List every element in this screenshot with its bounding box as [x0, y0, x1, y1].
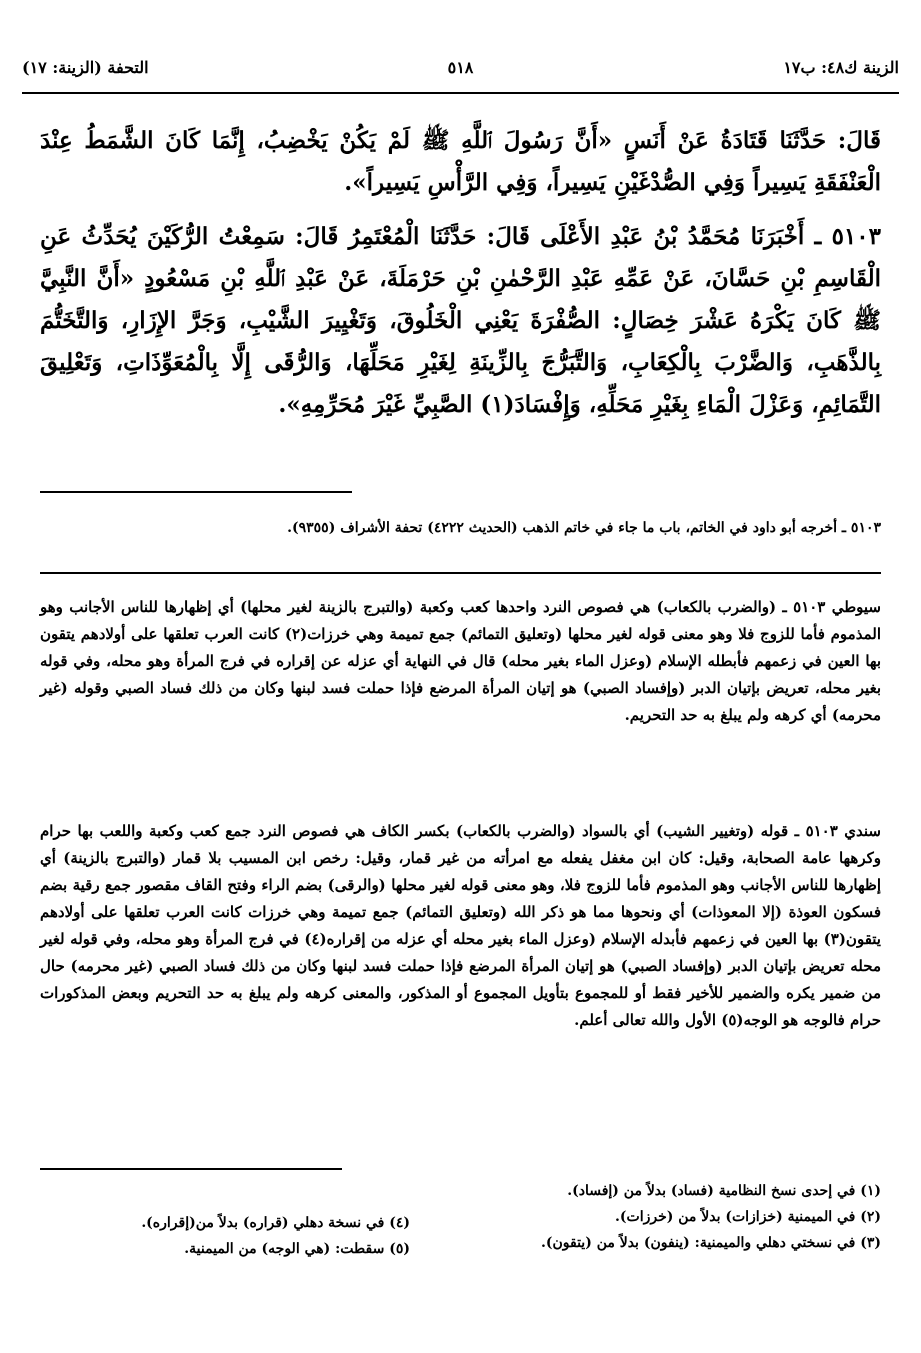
page-number: ٥١٨	[447, 58, 474, 77]
hadith-paragraph-5103: ٥١٠٣ ـ أَخْبَرَنَا مُحَمَّدُ بْنُ عَبْدِ الأَعْلَى قَالَ: حَدَّثَنَا الْمُعْتَمِرُ قَالَ: سَمِعْتُ الرُّكَيْنَ يُحَدِّثُ عَنِ الْقَاسِمِ بْنِ حَسَّانَ، عَنْ عَمِّهِ عَبْدِ الرَّحْمٰنِ بْنِ حَرْمَلَةَ، عَنْ عَبْدِ ٱللَّهِ بْنِ مَسْعُودٍ «أَنَّ النَّبِيَّ ﷺ كَانَ يَكْرَهُ عَشْرَ خِصَالٍ: الصُّفْرَةَ يَعْنِي الْخَلُوقَ، وَتَغْيِيرَ الشَّيْبِ، وَجَرَّ الإِزَارِ، وَالتَّخَتُّمَ بِالذَّهَبِ، وَالضَّرْبَ بِالْكِعَابِ، وَالتَّبَرُّجَ بِالزِّينَةِ لِغَيْرِ مَحَلِّهَا، وَالرُّقَى إِلَّا بِالْمُعَوِّذَاتِ، وَتَعْلِيقَ التَّمَائِمِ، وَعَزْلَ الْمَاءِ بِغَيْرِ مَحَلِّهِ، وَإِفْسَادَ(١) الصَّبِيِّ غَيْرَ مُحَرِّمِهِ».	[40, 223, 881, 418]
footnotes-column-right	[461, 1178, 881, 1256]
suyuti-label: سيوطي	[831, 598, 881, 616]
footnote-5: (٥) سقطت: (هي الوجه) من الميمنية.	[184, 1241, 410, 1257]
footnotes-column-left	[80, 1210, 410, 1262]
header-divider	[22, 92, 899, 94]
takhrij-note: ٥١٠٣ ـ أخرجه أبو داود في الخاتم، باب ما جاء في خاتم الذهب (الحديث ٤٢٢٢) تحفة الأشراف (٩٣٥٥).	[287, 520, 881, 536]
footnote-3: (٣) في نسختي دهلي والميمنية: (ينفون) بدلاً من (يتقون).	[540, 1235, 881, 1251]
sindi-label: سندي	[844, 822, 881, 840]
footnote-2: (٢) في الميمنية (خزازات) بدلاً من (خرزات).	[615, 1209, 881, 1225]
footnote-4: (٤) في نسخة دهلي (قراره) بدلاً من(إقراره).	[141, 1215, 410, 1231]
takhrij-divider	[40, 491, 352, 493]
footnotes	[40, 1178, 881, 1288]
sindi-commentary	[40, 818, 881, 1034]
suyuti-commentary	[40, 594, 881, 729]
header-book-reference: الزينة ك٤٨: ب١٧	[783, 58, 899, 77]
page-header	[22, 58, 899, 88]
hadith-paragraph-continuation: قَالَ: حَدَّثَنَا قَتَادَةُ عَنْ أَنَسٍ «أَنَّ رَسُولَ ٱللَّهِ ﷺ لَمْ يَكُنْ يَخْضِبُ، إِنَّمَا كَانَ الشَّمَطُ عِنْدَ الْعَنْفَقَةِ يَسِيراً وَفِي الصُّدْغَيْنِ يَسِيراً، وَفِي الرَّأْسِ يَسِيراً».	[40, 127, 881, 196]
header-tuhfa-reference: التحفة (الزينة: ١٧)	[22, 58, 149, 77]
commentary-divider	[40, 572, 881, 574]
footnotes-divider	[40, 1168, 342, 1170]
sindi-text: ٥١٠٣ ـ قوله (وتغيير الشيب) أي بالسواد (والضرب بالكعاب) بكسر الكاف هي فصوص النرد جمع كعب وكعبة واللعب بها حرام وكرهها عامة الصحابة، وقيل: كان ابن مغفل يفعله مع امرأته من غير قمار، وقيل: رخص ابن المسيب بلا قمار (والتبرج بالزينة) أي إظهارها للناس الأجانب وهو المذموم فأما للزوج فلا، وهو معنى قوله لغير محلها (والرقى) بضم الراء وفتح القاف مقصور جمع رقية بضم فسكون العوذة (إلا المعوذات) أي ونحوها مما هو ذكر الله (وتعليق التمائم) جمع تميمة وهي خرزات كانت العرب تعلقها على أولادهم يتقون(٣) بها العين في زعمهم فأبدله الإسلام (وعزل الماء بغير محله أي عزله من إقراره(٤) في فرج المرأة وهو محله، وفي قوله لغير محله تعريض بإتيان الدبر (وإفساد الصبي) هو إتيان المرأة المرضع فإذا حملت فسد لبنها وكان من ذلك فساد الصبي (غير محرمه) حال من ضمير يكره والضمير للأخير فقط أو للمجموع بتأويل المجموع أو المذكور، والمعنى كرهه ولم يبلغ به حد التحريم وبعض المذكورات حرام فالوجه هو الوجه(٥) الأول والله تعالى أعلم.	[40, 822, 881, 1029]
suyuti-text: ٥١٠٣ ـ (والضرب بالكعاب) هي فصوص النرد واحدها كعب وكعبة (والتبرج بالزينة لغير محلها) أي إظهارها للناس الأجانب وهو المذموم فأما للزوج فلا وهو معنى قوله لغير محلها (وتعليق التمائم) جمع تميمة وهي خرزات(٢) كانت العرب تعلقها على أولادهم يتقون بها العين في زعمهم فأبطله الإسلام (وعزل الماء بغير محله) قال في النهاية أي عزله عن إقراره في فرج المرأة وهو محله، وفي قوله بغير محله، تعريض بإتيان الدبر (وإفساد الصبي) هو إتيان المرأة المرضع فإذا حملت فسد لبنها وكان من ذلك فساد الصبي وقوله (غير محرمه) أي كرهه ولم يبلغ به حد التحريم.	[40, 598, 881, 724]
footnote-1: (١) في إحدى نسخ النظامية (فساد) بدلاً من (إفساد).	[567, 1183, 881, 1199]
hadith-text	[40, 120, 881, 426]
